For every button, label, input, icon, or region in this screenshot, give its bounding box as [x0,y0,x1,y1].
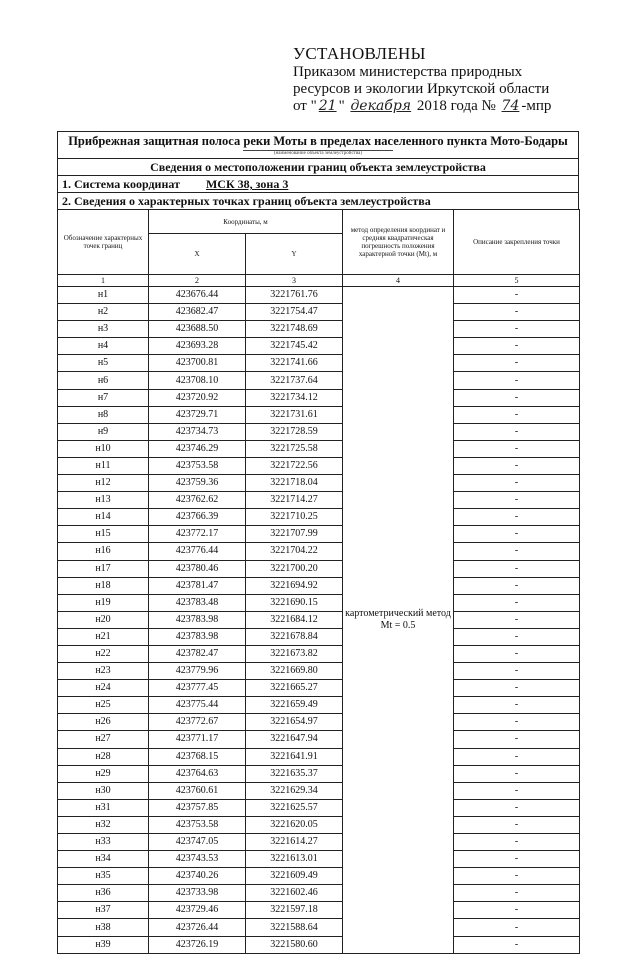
approval-line-2: ресурсов и экологии Иркутской области [293,81,550,97]
point-description: - [454,389,580,406]
header-point: Обозначение характерных точек границ [58,210,149,275]
table-row [58,663,580,680]
coord-x: 423729.71 [149,406,246,423]
point-id: н19 [58,594,149,611]
handwritten-day: 21 [318,98,337,114]
column-number: 3 [246,275,343,287]
approval-date-line [293,98,623,115]
document-title: Прибрежная защитная полоса реки Моты в пределах населенного пункта Мото-Бодары [68,134,568,148]
point-description: - [454,936,580,953]
coord-y: 3221754.47 [246,304,343,321]
coord-x: 423776.44 [149,543,246,560]
point-id: н12 [58,475,149,492]
coord-x: 423700.81 [149,355,246,372]
point-description: - [454,492,580,509]
year-text: 2018 года № [416,98,496,114]
point-description: - [454,475,580,492]
coord-y: 3221704.22 [246,543,343,560]
table-row [58,868,580,885]
table-row [58,304,580,321]
point-id: н1 [58,287,149,304]
point-description: - [454,287,580,304]
table-row [58,423,580,440]
coord-x: 423753.58 [149,457,246,474]
coord-x: 423775.44 [149,697,246,714]
handwritten-number: 74 [501,98,520,114]
point-id: н3 [58,321,149,338]
point-id: н5 [58,355,149,372]
order-suffix: -мпр [521,98,552,114]
coord-x: 423682.47 [149,304,246,321]
point-id: н2 [58,304,149,321]
coord-y: 3221722.56 [246,457,343,474]
points-section-label: 2. Сведения о характерных точках границ объекта землеустройства [57,192,579,209]
coord-x: 423777.45 [149,680,246,697]
point-description: - [454,868,580,885]
coord-y: 3221741.66 [246,355,343,372]
coord-x: 423708.10 [149,372,246,389]
point-description: - [454,304,580,321]
point-description: - [454,885,580,902]
table-row [58,389,580,406]
point-id: н24 [58,680,149,697]
coord-y: 3221694.92 [246,577,343,594]
coord-y: 3221737.64 [246,372,343,389]
table-row [58,440,580,457]
coord-x: 423720.92 [149,389,246,406]
coord-y: 3221734.12 [246,389,343,406]
table-row [58,834,580,851]
coord-y: 3221710.25 [246,509,343,526]
coord-y: 3221647.94 [246,731,343,748]
point-description: - [454,663,580,680]
point-description: - [454,645,580,662]
table-row [58,577,580,594]
point-id: н15 [58,526,149,543]
coord-x: 423759.36 [149,475,246,492]
coord-x: 423757.85 [149,799,246,816]
point-id: н20 [58,611,149,628]
table-row [58,902,580,919]
point-description: - [454,594,580,611]
point-description: - [454,423,580,440]
table-body [58,287,580,954]
title-box [57,131,579,158]
coord-y: 3221745.42 [246,338,343,355]
column-number: 5 [454,275,580,287]
coord-y: 3221748.69 [246,321,343,338]
approval-line-1: Приказом министерства природных [293,64,523,80]
point-id: н26 [58,714,149,731]
point-id: н7 [58,389,149,406]
point-description: - [454,680,580,697]
table-row [58,406,580,423]
point-id: н13 [58,492,149,509]
coord-y: 3221641.91 [246,748,343,765]
table-row [58,645,580,662]
coord-y: 3221609.49 [246,868,343,885]
table-row [58,782,580,799]
header-y: Y [246,234,343,275]
header-x: X [149,234,246,275]
point-description: - [454,902,580,919]
coord-system-label: 1. Система координат [62,177,180,191]
point-description: - [454,611,580,628]
header-description: Описание закрепления точки [454,210,580,275]
point-description: - [454,697,580,714]
point-id: н21 [58,628,149,645]
point-description: - [454,457,580,474]
table-row [58,919,580,936]
point-id: н23 [58,663,149,680]
coord-y: 3221718.04 [246,475,343,492]
column-number: 4 [343,275,454,287]
coord-y: 3221654.97 [246,714,343,731]
coord-system-row [57,175,579,192]
coord-x: 423688.50 [149,321,246,338]
coord-y: 3221614.27 [246,834,343,851]
table-row [58,816,580,833]
header-coords: Координаты, м [149,210,343,234]
point-id: н25 [58,697,149,714]
point-id: н30 [58,782,149,799]
coord-x: 423779.96 [149,663,246,680]
point-description: - [454,543,580,560]
coord-y: 3221588.64 [246,919,343,936]
table-row [58,321,580,338]
coord-x: 423772.67 [149,714,246,731]
coord-y: 3221635.37 [246,765,343,782]
handwritten-month: декабря [350,98,412,114]
point-id: н18 [58,577,149,594]
table-row [58,355,580,372]
coord-y: 3221700.20 [246,560,343,577]
coord-y: 3221669.80 [246,663,343,680]
coord-x: 423768.15 [149,748,246,765]
coord-y: 3221707.99 [246,526,343,543]
point-id: н28 [58,748,149,765]
coord-y: 3221731.61 [246,406,343,423]
coord-x: 423729.46 [149,902,246,919]
table-row [58,543,580,560]
coord-x: 423766.39 [149,509,246,526]
coord-y: 3221580.60 [246,936,343,953]
point-description: - [454,338,580,355]
coord-y: 3221625.57 [246,799,343,816]
coord-y: 3221725.58 [246,440,343,457]
point-id: н39 [58,936,149,953]
point-description: - [454,748,580,765]
point-id: н11 [58,457,149,474]
coord-x: 423733.98 [149,885,246,902]
coord-x: 423693.28 [149,338,246,355]
method-cell: картометрический метод Mt = 0.5 [343,287,454,954]
table-row [58,748,580,765]
approval-heading: УСТАНОВЛЕНЫ [293,44,426,63]
coord-system-value: МСК 38, зона 3 [205,177,289,191]
coord-y: 3221602.46 [246,885,343,902]
coord-x: 423726.44 [149,919,246,936]
coord-y: 3221714.27 [246,492,343,509]
point-id: н4 [58,338,149,355]
point-id: н35 [58,868,149,885]
point-id: н10 [58,440,149,457]
coord-y: 3221613.01 [246,851,343,868]
point-id: н6 [58,372,149,389]
table-row [58,338,580,355]
point-description: - [454,577,580,594]
table-row [58,509,580,526]
coord-y: 3221659.49 [246,697,343,714]
point-description: - [454,526,580,543]
table-row [58,936,580,953]
point-id: н34 [58,851,149,868]
point-id: н9 [58,423,149,440]
coord-x: 423734.73 [149,423,246,440]
table-row [58,475,580,492]
coord-y: 3221761.76 [246,287,343,304]
table-row [58,765,580,782]
coord-y: 3221597.18 [246,902,343,919]
point-description: - [454,372,580,389]
header-method: метод определения координат и средняя квадратическая погрешность положения характерной точки (Mt), м [343,210,454,275]
coord-y: 3221690.15 [246,594,343,611]
coord-x: 423783.98 [149,611,246,628]
column-number: 2 [149,275,246,287]
point-id: н36 [58,885,149,902]
coord-x: 423781.47 [149,577,246,594]
point-id: н31 [58,799,149,816]
point-description: - [454,355,580,372]
document-body [57,131,579,954]
table-row [58,287,580,304]
table-row [58,697,580,714]
table-row [58,731,580,748]
table-row [58,851,580,868]
table-row [58,714,580,731]
point-id: н14 [58,509,149,526]
point-id: н27 [58,731,149,748]
coord-x: 423740.26 [149,868,246,885]
section-header: Сведения о местоположении границ объекта землеустройства [57,158,579,175]
coord-y: 3221665.27 [246,680,343,697]
table-row [58,594,580,611]
point-description: - [454,560,580,577]
table-row [58,526,580,543]
point-description: - [454,440,580,457]
column-number-row [58,275,580,287]
points-table [57,209,580,954]
point-id: н38 [58,919,149,936]
point-id: н33 [58,834,149,851]
point-id: н22 [58,645,149,662]
coord-x: 423743.53 [149,851,246,868]
table-row [58,492,580,509]
coord-y: 3221728.59 [246,423,343,440]
point-id: н16 [58,543,149,560]
approval-stamp [293,45,623,115]
coord-x: 423753.58 [149,816,246,833]
table-row [58,560,580,577]
point-description: - [454,509,580,526]
point-description: - [454,816,580,833]
point-description: - [454,628,580,645]
point-id: н29 [58,765,149,782]
coord-x: 423780.46 [149,560,246,577]
title-caption: (наименование объекта землеустройства) [243,150,393,157]
coord-x: 423726.19 [149,936,246,953]
point-description: - [454,851,580,868]
coord-x: 423676.44 [149,287,246,304]
point-description: - [454,765,580,782]
coord-x: 423783.98 [149,628,246,645]
point-id: н37 [58,902,149,919]
point-description: - [454,714,580,731]
coord-x: 423760.61 [149,782,246,799]
coord-x: 423764.63 [149,765,246,782]
point-description: - [454,799,580,816]
coord-x: 423783.48 [149,594,246,611]
coord-x: 423762.62 [149,492,246,509]
table-row [58,680,580,697]
table-row [58,628,580,645]
coord-x: 423771.17 [149,731,246,748]
point-description: - [454,731,580,748]
coord-y: 3221684.12 [246,611,343,628]
point-description: - [454,321,580,338]
coord-x: 423747.05 [149,834,246,851]
point-description: - [454,919,580,936]
table-row [58,799,580,816]
table-row [58,885,580,902]
coord-y: 3221629.34 [246,782,343,799]
coord-x: 423746.29 [149,440,246,457]
coord-x: 423782.47 [149,645,246,662]
date-quote: " [338,98,345,114]
table-row [58,611,580,628]
table-row [58,372,580,389]
coord-x: 423772.17 [149,526,246,543]
coord-y: 3221678.84 [246,628,343,645]
date-prefix: от " [293,98,317,114]
point-id: н17 [58,560,149,577]
column-number: 1 [58,275,149,287]
point-id: н8 [58,406,149,423]
point-description: - [454,406,580,423]
coord-y: 3221620.05 [246,816,343,833]
table-row [58,457,580,474]
point-description: - [454,782,580,799]
point-description: - [454,834,580,851]
coord-y: 3221673.82 [246,645,343,662]
point-id: н32 [58,816,149,833]
